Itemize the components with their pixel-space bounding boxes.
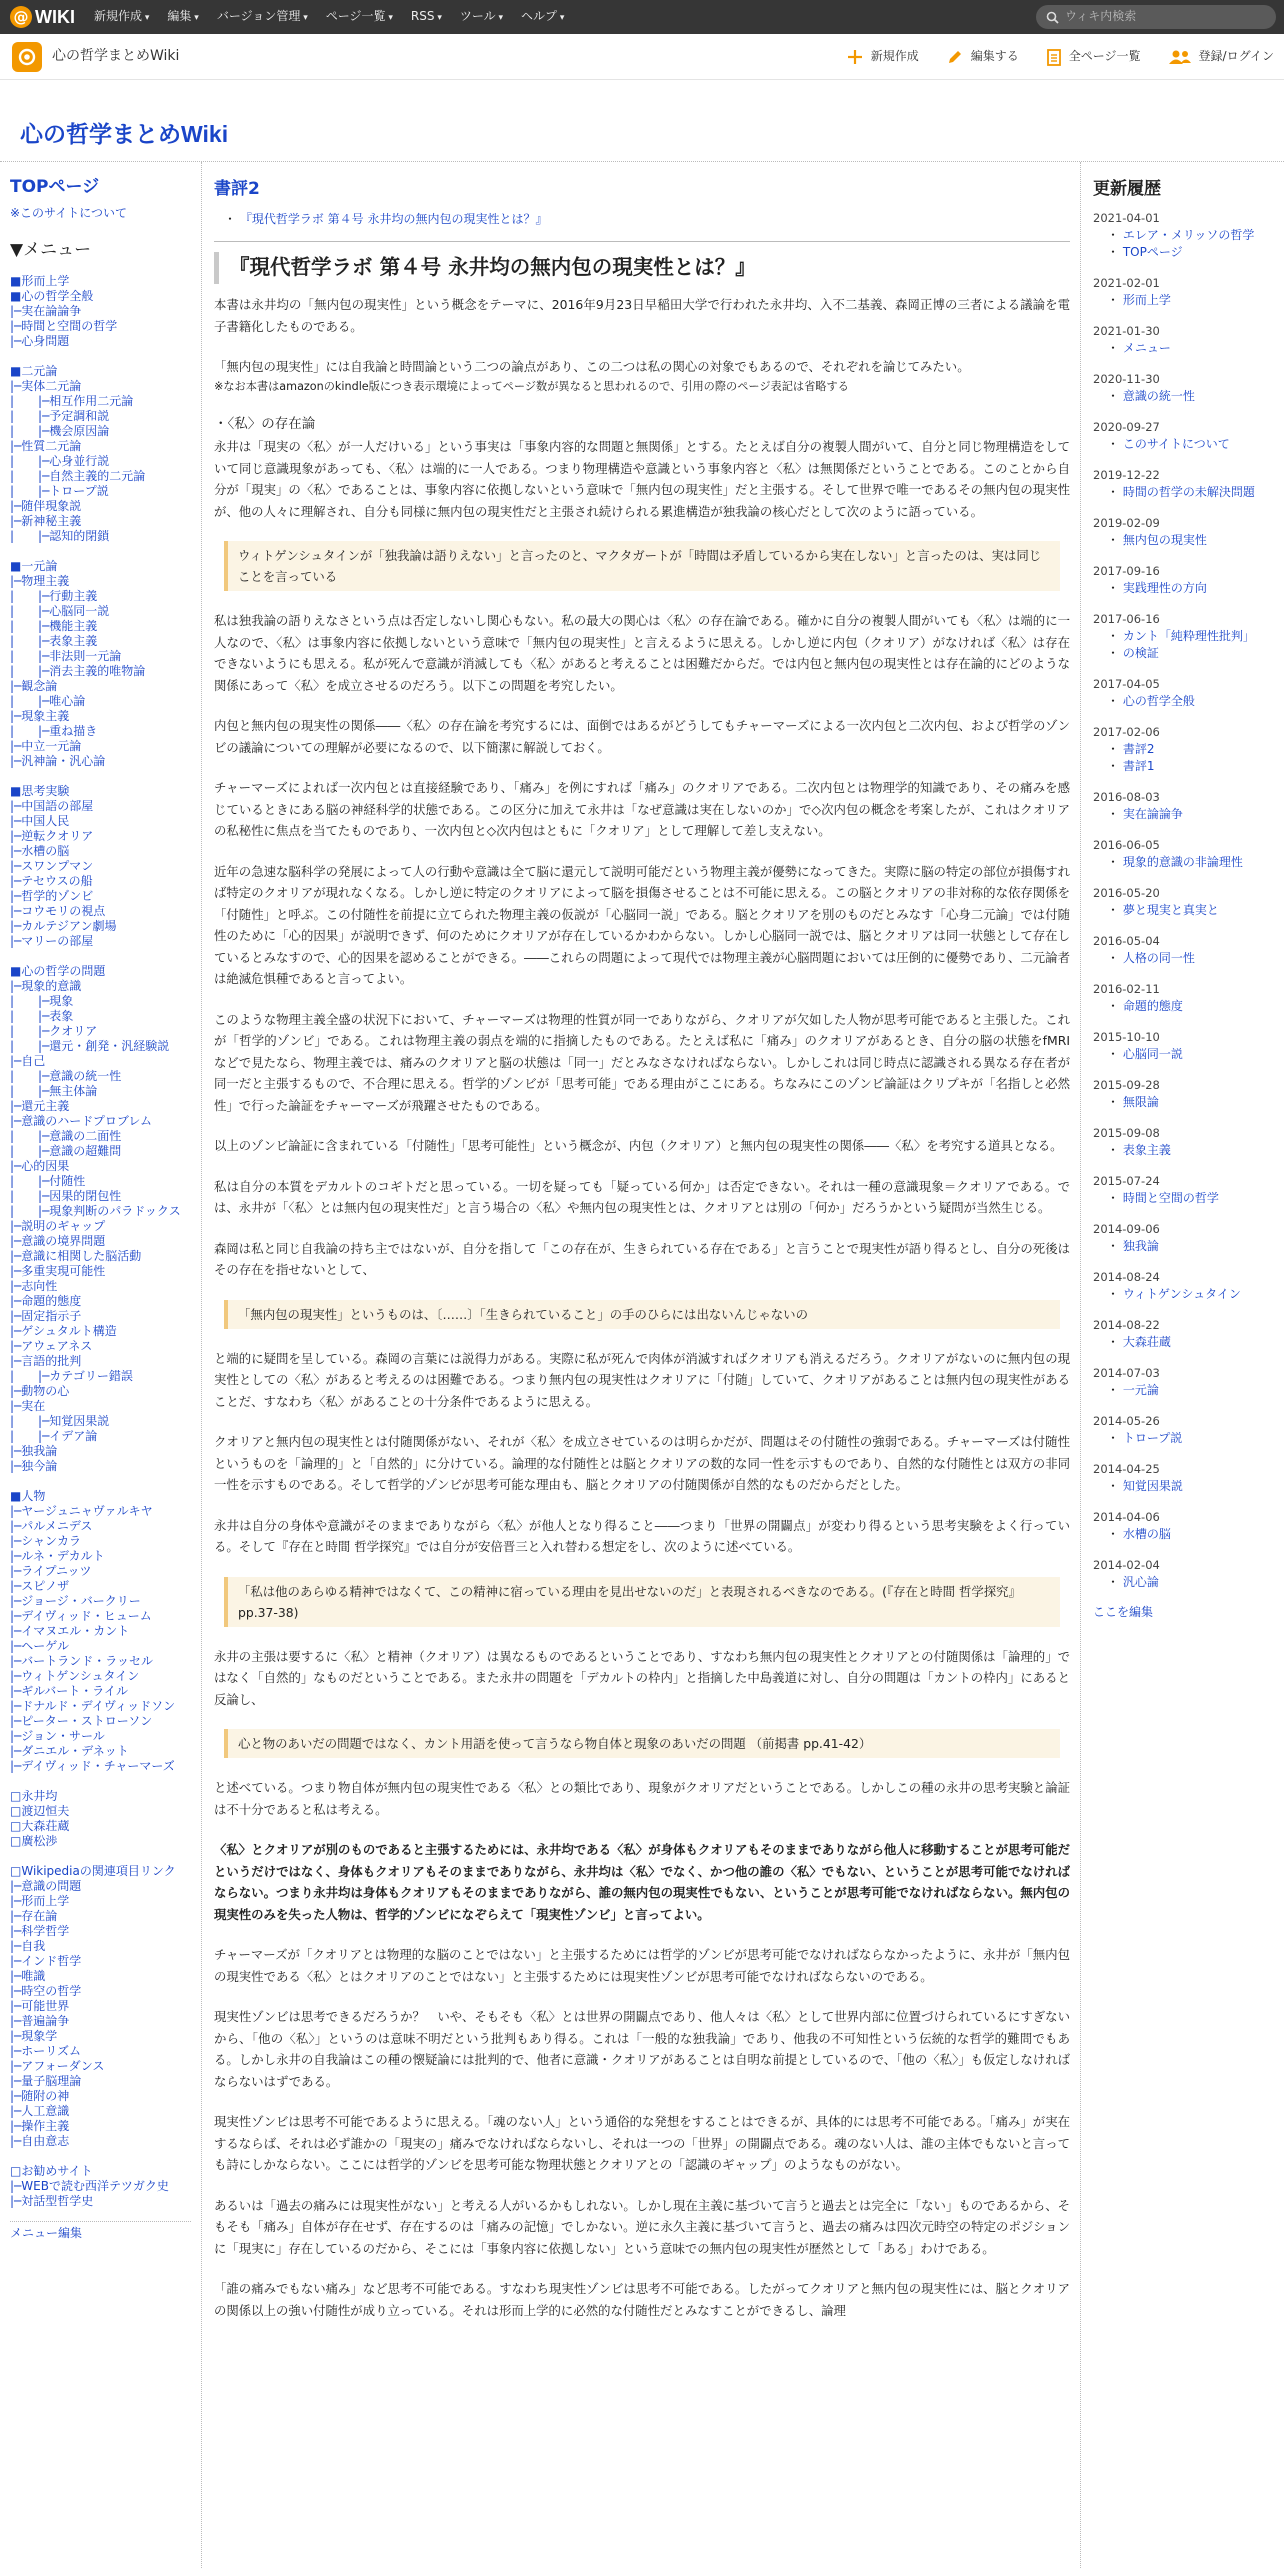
- history-date: 2020-09-27: [1093, 420, 1160, 435]
- sidebar-menu-item[interactable]: |─ゲシュタルト構造: [10, 1324, 117, 1339]
- sidebar-menu-item[interactable]: |─心身問題: [10, 334, 70, 349]
- sidebar-menu-item[interactable]: |─言語的批判: [10, 1354, 82, 1369]
- all-pages-label: 全ページ一覧: [1068, 49, 1141, 64]
- history-page-link[interactable]: ・ 汎心論: [1107, 1574, 1284, 1591]
- sidebar-menu-item[interactable]: |─人工意識: [10, 2104, 70, 2119]
- all-pages-button[interactable]: [1047, 47, 1141, 66]
- paragraph: 以上のゾンビ論証に含まれている「付随性」「思考可能性」という概念が、内包（クオリア）と無内包の現実性の関係――〈私〉を考究する道具となる。: [214, 1138, 1063, 1154]
- subheading: ・〈私〉の存在論: [214, 415, 316, 432]
- menu-version[interactable]: バージョン管理 ▾: [217, 7, 308, 26]
- history-page-link[interactable]: ・ 心脳同一説: [1107, 1046, 1284, 1063]
- sidebar-menu-item[interactable]: | |─予定調和説: [10, 409, 110, 424]
- history-date: 2017-04-05: [1093, 677, 1160, 692]
- sidebar-menu-item[interactable]: □廣松渉: [10, 1834, 58, 1849]
- history-page-link[interactable]: ・ 命題的態度: [1107, 998, 1284, 1015]
- paragraph: 現実性ゾンビは思考できるだろうか？ いや、そもそも〈私〉とは世界の開闢点であり、他人々は〈私〉として世界内部に位置づけられているにすぎないから、「他の〈私〉」というのは意味不明だという批判もあり得る。これは「一般的な独我論」であり、他我の不可知性という伝統的な哲学的難問でもある。しかし永井の自我論はこの種の懐疑論には批判的で、他者に意識・クオリアがあることは自明な前提としているので、「他の〈私〉」も仮定しなければならないはずである。: [214, 2009, 1070, 2089]
- sidebar-menu-item[interactable]: |─テセウスの船: [10, 874, 93, 889]
- edit-page-label: 編集する: [970, 49, 1019, 64]
- sidebar-menu-item[interactable]: |─ライプニッツ: [10, 1564, 92, 1579]
- sidebar-menu-item[interactable]: ■思考実験: [10, 784, 70, 799]
- sidebar-menu-item[interactable]: |─汎神論・汎心論: [10, 754, 106, 769]
- sidebar-menu-item[interactable]: |─命題的態度: [10, 1294, 82, 1309]
- sidebar-menu-item[interactable]: | |─表象主義: [10, 634, 98, 649]
- sidebar-menu-item[interactable]: | |─意識の超難問: [10, 1144, 122, 1159]
- sidebar-menu-item[interactable]: ■二元論: [10, 364, 58, 379]
- history-date: 2014-02-04: [1093, 1558, 1160, 1573]
- left-sidebar: [0, 162, 202, 2568]
- sidebar-menu-item[interactable]: □大森荘蔵: [10, 1819, 70, 1834]
- history-page-link[interactable]: ・ エレア・メリッソの哲学: [1107, 227, 1284, 244]
- paragraph: このような物理主義全盛の状況下において、チャーマーズは物理的性質が同一でありながら、クオリアが欠如した人物が思考可能であると主張した。これが「哲学的ゾンビ」である。これは物理主義の弱点を端的に指摘したものである。たとえば私に「痛み」のクオリアがあるとき、自分の脳の状態をfMRIなどで見たなら、物理主義では、痛みのクオリアと脳の状態は「同一」だとみなさなければならない。しかしこれは同じ時点に認識される異なる存在者が同一だと主張するもので、不合理に思える。哲学的ゾンビが「思考可能」である理由がここにある。ちなみにこのゾンビ論証はクリプキが「名指しと必然性」で行った論証をチャーマーズが飛躍させたものである。: [214, 1011, 1070, 1113]
- history-page-link[interactable]: ・ 心の哲学全般: [1107, 693, 1284, 710]
- wiki-icon[interactable]: [12, 42, 42, 72]
- edit-page-button[interactable]: [947, 47, 1019, 66]
- history-page-link[interactable]: ・ 独我論: [1107, 1238, 1284, 1255]
- sidebar-menu-item[interactable]: |─自由意志: [10, 2134, 70, 2149]
- history-date: 2016-08-03: [1093, 790, 1160, 805]
- sidebar-menu-item[interactable]: | |─トロープ説: [10, 484, 109, 499]
- sidebar-menu-item[interactable]: | |─クオリア: [10, 1024, 98, 1039]
- sidebar-menu-item[interactable]: |─デイヴィッド・ヒューム: [10, 1609, 152, 1624]
- menu-rss[interactable]: RSS ▾: [411, 7, 442, 26]
- sidebar-menu-item[interactable]: | |─機能主義: [10, 619, 98, 634]
- sidebar-menu-item[interactable]: |─量子脳理論: [10, 2074, 82, 2089]
- sidebar-menu-item[interactable]: □渡辺恒夫: [10, 1804, 70, 1819]
- sidebar-menu-item[interactable]: |─シャンカラ: [10, 1534, 82, 1549]
- sidebar-menu-item[interactable]: | |─行動主義: [10, 589, 98, 604]
- paragraph: 森岡は私と同じ自我論の持ち主ではないが、自分を指して「この存在が、生きられている存在である」と言うことで現実性が語り得るとし、自分の死後はその存在を指せないとして、: [214, 1240, 1070, 1278]
- sidebar-menu-item[interactable]: |─自己: [10, 1054, 46, 1069]
- article-title: 『現代哲学ラボ 第４号 永井均の無内包の現実性とは？』: [214, 252, 1070, 284]
- history-date: 2014-08-24: [1093, 1270, 1160, 1285]
- wiki-name[interactable]: 心の哲学まとめWiki: [52, 48, 180, 65]
- bold-paragraph: 〈私〉とクオリアが別のものであると主張するためには、永井均である〈私〉が身体もクオリアもそのままでありながら他人に移動することが思考可能だというだけではなく、身体もクオリアもそのままでありながら、永井均は〈私〉でなく、かつ他の誰の〈私〉でもない、ということが思考可能でなければならない。つまり永井均は身体もクオリアもそのままでありながら、誰の無内包の現実性でもない、ということが思考可能でなければならない。無内包の現実性のみを失った人物は、哲学的ゾンビになぞらえて「現実性ゾンビ」と言ってよい。: [214, 1842, 1070, 1922]
- menu-divider: [10, 2221, 191, 2222]
- site-banner: [0, 80, 1284, 162]
- sidebar-menu-item[interactable]: |─ピーター・ストローソン: [10, 1714, 153, 1729]
- menu-gap: [10, 349, 191, 364]
- history-date: 2014-04-06: [1093, 1510, 1160, 1525]
- history-page-link[interactable]: ・ 表象主義: [1107, 1142, 1284, 1159]
- menu-tools[interactable]: ツール ▾: [460, 7, 503, 26]
- wiki-header-bar: [0, 34, 1284, 80]
- sidebar-menu-item[interactable]: |─パルメニデス: [10, 1519, 93, 1534]
- update-history-list: [1093, 210, 1284, 1591]
- sidebar-menu-item[interactable]: |─コウモリの視点: [10, 904, 106, 919]
- sidebar-menu-item[interactable]: | |─心身並行説: [10, 454, 110, 469]
- sidebar-menu-item[interactable]: |─説明のギャップ: [10, 1219, 106, 1234]
- history-date: 2014-08-22: [1093, 1318, 1160, 1333]
- sidebar-menu-item[interactable]: |─操作主義: [10, 2119, 70, 2134]
- paragraph: 「無内包の現実性」には自我論と時間論という二つの論点があり、この二つは私の関心の対象でもあるので、それぞれを論じてみたい。: [214, 359, 970, 375]
- sidebar-menu-item[interactable]: |─時間と空間の哲学: [10, 319, 118, 334]
- sidebar-menu-item[interactable]: |─中国語の部屋: [10, 799, 94, 814]
- login-button[interactable]: [1169, 47, 1274, 66]
- menu-gap: [10, 1474, 191, 1489]
- history-page-link[interactable]: ・ 時間の哲学の未解決問題: [1107, 484, 1284, 501]
- menu-gap: [10, 1849, 191, 1864]
- sidebar-menu-item[interactable]: | |─意識の統一性: [10, 1069, 122, 1084]
- sidebar-menu-item[interactable]: |─多重実現可能性: [10, 1264, 106, 1279]
- history-page-link[interactable]: ・ 無内包の現実性: [1107, 532, 1284, 549]
- history-page-link[interactable]: ・ メニュー: [1107, 340, 1284, 357]
- sidebar-menu-item[interactable]: |─WEBで読む西洋テツガク史: [10, 2179, 169, 2194]
- sidebar-menu-item[interactable]: |─還元主義: [10, 1099, 70, 1114]
- pencil-icon: [947, 49, 963, 65]
- sidebar-menu-item[interactable]: | |─心脳同一説: [10, 604, 110, 619]
- document-icon: [1047, 49, 1061, 66]
- header-actions: [819, 34, 1274, 80]
- sidebar-menu-item[interactable]: |─スワンプマン: [10, 859, 94, 874]
- history-date: 2021-02-01: [1093, 276, 1160, 291]
- section-title: 書評2: [214, 179, 260, 199]
- history-page-link[interactable]: ・ 無限論: [1107, 1094, 1284, 1111]
- menu-list: [10, 274, 191, 2209]
- sidebar-menu-item[interactable]: | |─認知的閉鎖: [10, 529, 110, 544]
- sidebar-menu-item[interactable]: |─物理主義: [10, 574, 70, 589]
- history-page-link[interactable]: ・ 書評2: [1107, 741, 1284, 758]
- history-date: 2016-05-20: [1093, 886, 1160, 901]
- plus-icon: [847, 49, 863, 65]
- sidebar-menu-item[interactable]: |─ウィトゲンシュタイン: [10, 1669, 140, 1684]
- article-anchor-link[interactable]: ・ 『現代哲学ラボ 第４号 永井均の無内包の現実性とは？』: [224, 212, 547, 226]
- sidebar-menu-item[interactable]: □お勧めサイト: [10, 2164, 93, 2179]
- new-page-label: 新規作成: [870, 49, 919, 64]
- history-page-link[interactable]: ・ ウィトゲンシュタイン: [1107, 1286, 1284, 1303]
- page-note: ※なお本書はamazonのkindle版につき表示環境によってページ数が異なると思われるので、引用の際のページ表記は省略する: [214, 379, 849, 393]
- site-title[interactable]: 心の哲学まとめWiki: [20, 121, 229, 147]
- sidebar-menu-item[interactable]: | |─意識の二面性: [10, 1129, 122, 1144]
- paragraph: 現実性ゾンビは思考不可能であるように思える。「魂のない人」という通俗的な発想をすることはできるが、具体的には思考不可能である。「痛み」が実在するならば、それは必ず誰かの「現実の」痛みでなければならないし、それは一つの「世界」の開闢点である。魂のない人は、誰の主体でもないと言っても詩にしかならない。ここには哲学的ゾンビを思考可能な物理状態とクオリアとの「認識のギャップ」のようなものがない。: [214, 2114, 1070, 2173]
- search-input[interactable]: [1036, 5, 1276, 29]
- sidebar-menu-item[interactable]: | |─相互作用二元論: [10, 394, 134, 409]
- sidebar-menu-item[interactable]: | |─表象: [10, 1009, 74, 1024]
- top-menu: [85, 7, 573, 26]
- sidebar-menu-item[interactable]: |─動物の心: [10, 1384, 70, 1399]
- sidebar-menu-item[interactable]: |─観念論: [10, 679, 58, 694]
- sidebar-edit-link[interactable]: ここを編集: [1093, 1605, 1154, 1620]
- sidebar-menu-item[interactable]: |─固定指示子: [10, 1309, 82, 1324]
- sidebar-menu-item[interactable]: |─科学哲学: [10, 1924, 70, 1939]
- update-history-heading: 更新履歴: [1093, 179, 1161, 199]
- sidebar-menu-item[interactable]: | |─自然主義的二元論: [10, 469, 146, 484]
- sidebar-menu-item[interactable]: | |─因果的閉包性: [10, 1189, 122, 1204]
- sidebar-menu-item[interactable]: |─現象主義: [10, 709, 70, 724]
- sidebar-menu-item[interactable]: |─意識の問題: [10, 1879, 82, 1894]
- sidebar-menu-item[interactable]: |─志向性: [10, 1279, 58, 1294]
- history-page-link[interactable]: ・ 水槽の脳: [1107, 1526, 1284, 1543]
- history-date: 2015-09-28: [1093, 1078, 1160, 1093]
- sidebar-menu-item[interactable]: |─新神秘主義: [10, 514, 82, 529]
- sidebar-menu-item[interactable]: |─水槽の脳: [10, 844, 70, 859]
- history-date: 2014-09-06: [1093, 1222, 1160, 1237]
- sidebar-menu-item[interactable]: | |─還元・創発・汎経験説: [10, 1039, 170, 1054]
- menu-heading: ▼メニュー: [10, 239, 92, 260]
- history-date: 2015-10-10: [1093, 1030, 1160, 1045]
- history-page-link[interactable]: ・ トロープ説: [1107, 1430, 1284, 1447]
- menu-gap: [10, 544, 191, 559]
- sidebar-menu-item[interactable]: |─独我論: [10, 1444, 58, 1459]
- sidebar-menu-item[interactable]: |─アフォーダンス: [10, 2059, 105, 2074]
- quote: 「無内包の現実性」というものは、〔……〕「生きられていること」の手のひらには出ないんじゃないの: [224, 1300, 1060, 1329]
- paragraph: と述べている。つまり物自体が無内包の現実性である〈私〉との類比であり、現象がクオリアだということである。しかしこの種の永井の思考実験と論証は不十分であると私は考える。: [214, 1780, 1070, 1817]
- paragraph: 本書は永井均の「無内包の現実性」という概念をテーマに、2016年9月23日早稲田大学で行われた永井均、入不二基義、森岡正博の三者による議論を電子書籍化したものである。: [214, 297, 1070, 334]
- history-page-link[interactable]: ・ カント「純粋理性批判」: [1107, 628, 1284, 645]
- history-date: 2014-07-03: [1093, 1366, 1160, 1381]
- right-sidebar: [1080, 162, 1284, 2568]
- sidebar-menu-item[interactable]: |─ルネ・デカルト: [10, 1549, 105, 1564]
- sidebar-menu-item[interactable]: |─随附の神: [10, 2089, 70, 2104]
- paragraph: クオリアと無内包の現実性とは付随関係がない、それが〈私〉を成立させているのは明らかだが、問題はその付随性の強弱である。チャーマーズは付随性というものを「論理的」と「自然的」に分けている。論理的な付随性とは脳とクオリアの数的な同一性を示すものであり、自然的な付随性とは双方の非同一性を示すものである。そして哲学的ゾンビが思考可能な理由も、脳とクオリアの付随関係が自然的なものだからだとした。: [214, 1434, 1070, 1493]
- sidebar-menu-item[interactable]: | |─付随性: [10, 1174, 86, 1189]
- sidebar-menu-item[interactable]: |─自我: [10, 1939, 46, 1954]
- sidebar-menu-item[interactable]: | |─無主体論: [10, 1084, 98, 1099]
- sidebar-menu-item[interactable]: |─実体二元論: [10, 379, 82, 394]
- sidebar-menu-item[interactable]: |─形而上学: [10, 1894, 70, 1909]
- sidebar-menu-item[interactable]: □Wikipediaの関連項目リンク: [10, 1864, 176, 1879]
- history-date: 2017-09-16: [1093, 564, 1160, 579]
- at-logo-icon: @: [10, 6, 32, 28]
- menu-edit[interactable]: 編集 ▾: [167, 7, 198, 26]
- paragraph: 「誰の痛みでもない痛み」など思考不可能である。すなわち現実性ゾンビは思考不可能である。したがってクオリアと無内包の現実性には、脳とクオリアの関係以上の強い付随性が成り立っている。それは形而上学的に必然的な付随性だとみなすことができるし、論理: [214, 2281, 1070, 2318]
- sidebar-menu-item[interactable]: |─ドナルド・デイヴィッドソン: [10, 1699, 176, 1714]
- history-date: 2016-06-05: [1093, 838, 1160, 853]
- sidebar-menu-item[interactable]: |─意識に相関した脳活動: [10, 1249, 142, 1264]
- sidebar-menu-item[interactable]: |─普遍論争: [10, 2014, 70, 2029]
- sidebar-menu-item[interactable]: |─ヘーゲル: [10, 1639, 70, 1654]
- sidebar-menu-item[interactable]: |─現象学: [10, 2029, 58, 2044]
- history-page-link[interactable]: ・ の検証: [1107, 645, 1284, 662]
- sidebar-menu-item[interactable]: |─意識の境界問題: [10, 1234, 106, 1249]
- sidebar-menu-item[interactable]: |─独今論: [10, 1459, 58, 1474]
- menu-gap: [10, 1774, 191, 1789]
- history-date: 2017-06-16: [1093, 612, 1160, 627]
- sidebar-menu-item[interactable]: | |─非法則一元論: [10, 649, 122, 664]
- at-icon: [17, 47, 37, 67]
- sidebar-menu-item[interactable]: ■一元論: [10, 559, 58, 574]
- sidebar-menu-item[interactable]: |─存在論: [10, 1909, 58, 1924]
- paragraph: チャーマーズが「クオリアとは物理的な脳のことではない」と主張するためには哲学的ゾンビが思考可能でなければならなかったように、永井が「無内包の現実性である〈私〉とはクオリアのことではない」と主張するためには現実性ゾンビが思考可能でなければならないのである。: [214, 1947, 1070, 1984]
- history-date: 2021-01-30: [1093, 324, 1160, 339]
- sidebar-menu-item[interactable]: |─ダニエル・デネット: [10, 1744, 129, 1759]
- sidebar-menu-item[interactable]: |─時空の哲学: [10, 1984, 82, 1999]
- sidebar-menu-item[interactable]: | |─知覚因果説: [10, 1414, 110, 1429]
- main-content: [214, 162, 1070, 2340]
- sidebar-menu-item[interactable]: |─対話型哲学史: [10, 2194, 94, 2209]
- top-page-link[interactable]: TOPページ: [10, 177, 100, 197]
- paragraph: あるいは「過去の痛みには現実性がない」と考える人がいるかもしれない。しかし現在主義に基づいて言うと過去とは完全に「ない」ものであるから、そもそも「痛み」自体が存在せず、存在するのは「痛みの記憶」でしかない。逆に永久主義に基づいて言うと、過去の痛みは四次元時空の特定のポジションに「現実に」存在しているのだから、そこには「事象内容に依拠しない」という意味での無内包の現実性が歴然として「ある」わけである。: [214, 2197, 1070, 2256]
- history-date: 2019-12-22: [1093, 468, 1160, 483]
- history-date: 2017-02-06: [1093, 725, 1160, 740]
- sidebar-menu-item[interactable]: |─随伴現象説: [10, 499, 82, 514]
- history-page-link[interactable]: ・ 実在論論争: [1107, 806, 1284, 823]
- history-page-link[interactable]: ・ 実践理性の方向: [1107, 580, 1284, 597]
- sidebar-menu-item[interactable]: |─イマヌエル・カント: [10, 1624, 130, 1639]
- sidebar-menu-item[interactable]: |─バートランド・ラッセル: [10, 1654, 154, 1669]
- history-page-link[interactable]: ・ TOPページ: [1107, 244, 1284, 261]
- sidebar-menu-item[interactable]: ■心の哲学全般: [10, 289, 94, 304]
- sidebar-menu-item[interactable]: |─中立一元論: [10, 739, 82, 754]
- sidebar-menu-item[interactable]: |─アウェアネス: [10, 1339, 93, 1354]
- sidebar-menu-item[interactable]: |─可能世界: [10, 1999, 70, 2014]
- history-date: 2016-05-04: [1093, 934, 1160, 949]
- history-date: 2020-11-30: [1093, 372, 1160, 387]
- sidebar-menu-item[interactable]: |─ホーリズム: [10, 2044, 82, 2059]
- history-page-link[interactable]: ・ 形而上学: [1107, 292, 1284, 309]
- sidebar-menu-item[interactable]: | |─消去主義的唯物論: [10, 664, 146, 679]
- history-date: 2021-04-01: [1093, 211, 1160, 226]
- wiki-logo[interactable]: [10, 3, 75, 32]
- history-date: 2015-07-24: [1093, 1174, 1160, 1189]
- history-page-link[interactable]: ・ 書評1: [1107, 758, 1284, 775]
- search-placeholder: ウィキ内検索: [1065, 9, 1137, 24]
- quote: 心と物のあいだの問題ではなく、カント用語を使って言うなら物自体と現象のあいだの問題 （前掲書 pp.41-42）: [224, 1729, 1060, 1758]
- sidebar-menu-item[interactable]: |─実在: [10, 1399, 46, 1414]
- paragraph: 永井は「現実の〈私〉が一人だけいる」という事実は「事象内容的な問題と無関係」とする。たとえば自分の複製人間がいて、自分と同じ物理構造をしていて同じ意識現象があっても、〈私〉は端的に一人である。つまり物理構造や意識という事象内容と〈私〉は無関係だということである。このことから自分が「現実」の〈私〉であることは、事象内容に依拠しないという意味で「無内包の現実性」だと主張する。そして世界で唯一であるその無内包の現実性が、他の人々に理解され、自分も同様に無内包の現実性だと主張され続けられる累進構造が独我論の核心だとして次のように語っている。: [214, 439, 1070, 519]
- sidebar-menu-item[interactable]: |─性質二元論: [10, 439, 82, 454]
- history-page-link[interactable]: ・ 人格の同一性: [1107, 950, 1284, 967]
- about-site-link[interactable]: ※このサイトについて: [10, 205, 127, 220]
- users-icon: [1169, 49, 1191, 65]
- paragraph: と端的に疑問を呈している。森岡の言葉には説得力がある。実際に私が死んで肉体が消滅すればクオリアも消えるだろう。クオリアがないのに無内包の現実性としての〈私〉があると考えるのは困難である。つまり無内包の現実性はクオリアに「付随」していて、クオリアがあることは無内包の現実性があることだ、すなわち〈私〉があることの十分条件であるように思える。: [214, 1350, 1070, 1409]
- sidebar-menu-item[interactable]: |─中国人民: [10, 814, 70, 829]
- sidebar-menu-item[interactable]: |─現象的意識: [10, 979, 82, 994]
- sidebar-menu-item[interactable]: |─実在論論争: [10, 304, 82, 319]
- history-date: 2014-04-25: [1093, 1462, 1160, 1477]
- history-page-link[interactable]: ・ 大森荘蔵: [1107, 1334, 1284, 1351]
- sidebar-menu-item[interactable]: | |─唯心論: [10, 694, 86, 709]
- sidebar-menu-item[interactable]: |─ヤージュニャヴァルキヤ: [10, 1504, 153, 1519]
- paragraph: 私は自分の本質をデカルトのコギトだと思っている。一切を疑っても「疑っている何か」は否定できない。それは一種の意識現象＝クオリアである。では、永井が「〈私〉とは無内包の現実性だ」と言う場合の〈私〉や無内包の現実性とは、クオリアとは別の「何か」だろうかという疑問が当然生じる。: [214, 1178, 1070, 1216]
- sidebar-menu-item[interactable]: |─ジョージ・バークリー: [10, 1594, 141, 1609]
- history-page-link[interactable]: ・ 一元論: [1107, 1382, 1284, 1399]
- history-page-link[interactable]: ・ 夢と現実と真実と: [1107, 902, 1284, 919]
- logo-text: WIKI: [35, 6, 75, 27]
- sidebar-menu-item[interactable]: □永井均: [10, 1789, 58, 1804]
- paragraph: 近年の急速な脳科学の発展によって人の行動や意識は全て脳に還元して説明可能だという物理主義が優勢になってきた。実際に脳の特定の部位が損傷すれば特定のクオリアが現れなくなる。しかし逆に特定のクオリアによって脳を損傷させることは不可能に思える。この脳とクオリアの非対称的な依存関係を「付随性」と呼ぶ。この付随性を前提に立てられた物理主義の仮説が「心脳同一説」である。脳とクオリアを別のものだとみなす「心身二元論」では付随性のために「心的因果」が説明できず、何のためにクオリアが存在しているかわからない。しかし心脳同一説では、脳とクオリアは同一状態として存在しているとみなすので、心的因果を認めることができる。――これらの問題によって現代では物理主義が心脳問題においては圧倒的に優勢であり、二元論者は絶滅危惧種であると言ってよい。: [214, 863, 1070, 987]
- sidebar-menu-item[interactable]: | |─イデア論: [10, 1429, 98, 1444]
- history-page-link[interactable]: ・ このサイトについて: [1107, 436, 1284, 453]
- paragraph: 永井は自分の身体や意識がそのままでありながら〈私〉が他人となり得ること――つまり「世界の開闢点」が変わり得るという思考実験をよく行っている。そして『存在と時間 哲学探究』では自分が安倍晋三と入れ替わる想定をし、次のように述べている。: [214, 1517, 1070, 1555]
- history-date: 2015-09-08: [1093, 1126, 1160, 1141]
- paragraph: 永井の主張は要するに〈私〉と精神（クオリア）は異なるものであるということであり、すなわち無内包の現実性とクオリアとの付随関係は「論理的」ではなく「自然的」なものだということである。また永井の問題を「デカルトの枠内」と指摘した中島義道に対し、自分の問題は「カントの枠内」にあると反論し、: [214, 1648, 1070, 1707]
- menu-help[interactable]: ヘルプ ▾: [521, 7, 564, 26]
- sidebar-menu-item[interactable]: |─スピノザ: [10, 1579, 70, 1594]
- sidebar-menu-item[interactable]: |─ジョン・サール: [10, 1729, 105, 1744]
- sidebar-menu-item[interactable]: |─哲学的ゾンビ: [10, 889, 94, 904]
- menu-page-list[interactable]: ページ一覧 ▾: [326, 7, 393, 26]
- paragraph: 内包と無内包の現実性の関係――〈私〉の存在論を考究するには、面倒ではあるがどうしてもチャーマーズによる一次内包と二次内包、および哲学のゾンビの議論についての理解が必要になるので、以下簡潔に解説しておく。: [214, 718, 1070, 755]
- history-page-link[interactable]: ・ 時間と空間の哲学: [1107, 1190, 1284, 1207]
- new-page-button[interactable]: [847, 47, 919, 66]
- quote: 「私は他のあらゆる精神ではなくて、この精神に宿っている理由を見出せないのだ」と表現されるべきなのである。(『存在と時間 哲学探究』pp.37-38): [224, 1577, 1060, 1627]
- sidebar-menu-item[interactable]: |─カルテジアン劇場: [10, 919, 117, 934]
- sidebar-menu-item[interactable]: ■人物: [10, 1489, 46, 1504]
- section-divider: [214, 241, 1070, 242]
- login-label: 登録/ログイン: [1198, 49, 1274, 64]
- sidebar-menu-item[interactable]: ■形而上学: [10, 274, 70, 289]
- sidebar-menu-item[interactable]: |─逆転クオリア: [10, 829, 94, 844]
- sidebar-menu-item[interactable]: |─ギルバート・ライル: [10, 1684, 128, 1699]
- sidebar-menu-item[interactable]: | |─現象: [10, 994, 74, 1009]
- menu-edit-link[interactable]: メニュー編集: [10, 2226, 83, 2241]
- sidebar-menu-item[interactable]: | |─カテゴリー錯誤: [10, 1369, 133, 1384]
- sidebar-menu-item[interactable]: |─デイヴィッド・チャーマーズ: [10, 1759, 175, 1774]
- sidebar-menu-item[interactable]: |─意識のハードプロブレム: [10, 1114, 152, 1129]
- history-date: 2019-02-09: [1093, 516, 1160, 531]
- menu-new[interactable]: 新規作成 ▾: [94, 7, 149, 26]
- sidebar-menu-item[interactable]: |─唯識: [10, 1969, 46, 1984]
- menu-gap: [10, 949, 191, 964]
- sidebar-menu-item[interactable]: ■心の哲学の問題: [10, 964, 106, 979]
- history-page-link[interactable]: ・ 知覚因果説: [1107, 1478, 1284, 1495]
- paragraph: チャーマーズによれば一次内包とは直接経験であり、「痛み」を例にすれば「痛み」のクオリアである。二次内包とは物理学的知識であり、その痛みを感じているときにある脳の神経科学的状態である。この区分に加えて永井は「なぜ意識は実在しないのか」で◇次内包の概念を考案したが、これはクオリアの私秘性に焦点を当てたものであり、一次内包と◇次内包はともに「クオリア」として理解して差し支えない。: [214, 780, 1070, 839]
- quote: ウィトゲンシュタインが「独我論は語りえない」と言ったのと、マクタガートが「時間は矛盾しているから実在しない」と言ったのは、実は同じことを言っている: [224, 541, 1060, 591]
- paragraph: 私は独我論の語りえなさという点は否定しないし関心もない。私の最大の関心は〈私〉の存在論である。確かに自分の複製人間がいても〈私〉は端的に一人なので、〈私〉は事象内容に依拠しないという意味で「無内包の現実性」と言えるように思える。しかし逆に内包（クオリア）がなければ〈私〉は存在できないようにも思える。私が死んで意識が消滅しても〈私〉があると考えることは困難だからだ。では内包と無内包の現実性とは存在論的にどのような関係にあって〈私〉を成立させるのだろう。以下この問題を考究したい。: [214, 613, 1070, 693]
- history-page-link[interactable]: ・ 意識の統一性: [1107, 388, 1284, 405]
- sidebar-menu-item[interactable]: |─心的因果: [10, 1159, 70, 1174]
- history-date: 2016-02-11: [1093, 982, 1160, 997]
- global-toolbar: [0, 0, 1284, 34]
- sidebar-menu-item[interactable]: |─マリーの部屋: [10, 934, 94, 949]
- search-icon: [1046, 11, 1059, 24]
- sidebar-menu-item[interactable]: | |─重ね描き: [10, 724, 98, 739]
- sidebar-menu-item[interactable]: | |─現象判断のパラドックス: [10, 1204, 181, 1219]
- menu-gap: [10, 2149, 191, 2164]
- history-date: 2014-05-26: [1093, 1414, 1160, 1429]
- sidebar-menu-item[interactable]: | |─機会原因論: [10, 424, 110, 439]
- sidebar-menu-item[interactable]: |─インド哲学: [10, 1954, 82, 1969]
- menu-gap: [10, 769, 191, 784]
- history-page-link[interactable]: ・ 現象的意識の非論理性: [1107, 854, 1284, 871]
